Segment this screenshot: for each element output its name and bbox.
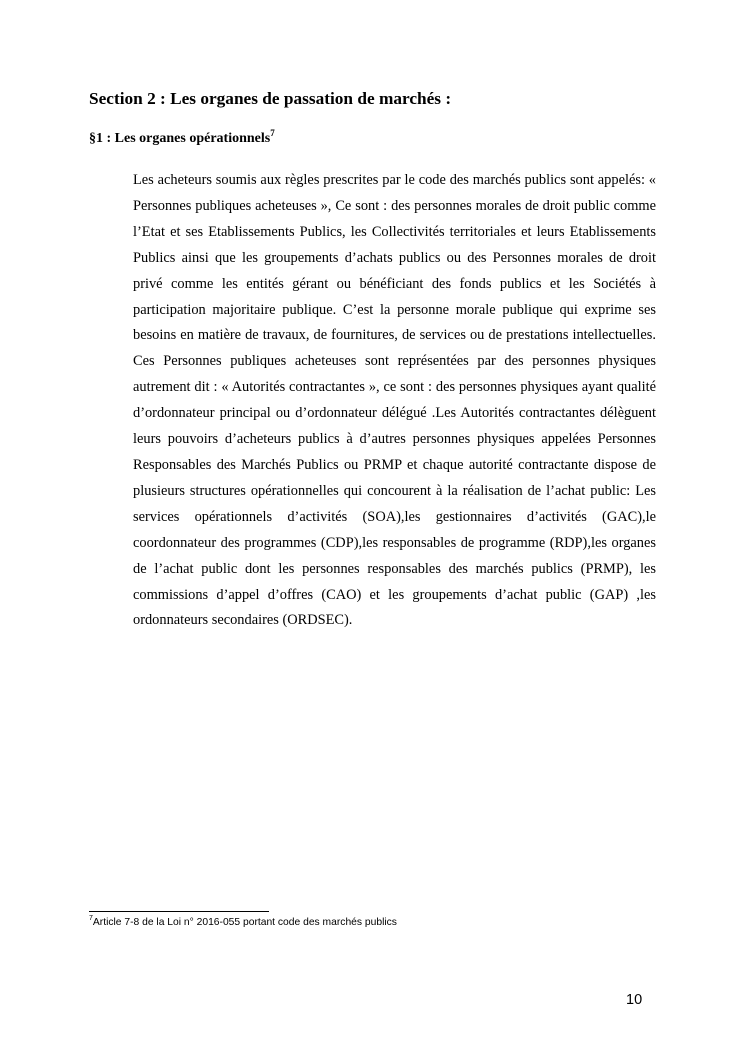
page-number: 10: [626, 992, 643, 1008]
footnote-text: Article 7-8 de la Loi n° 2016-055 portant code des marchés publics: [92, 917, 397, 928]
body-paragraph: Les acheteurs soumis aux règles prescrites par le code des marchés publics sont appelés: « Personnes publiques acheteuses », Ce sont : des personnes morales de droit public comme l’Etat et ses Etablissements Publics, les Collectivités territoriales et leurs Etablissements Publics ainsi que les groupements d’achats publics ou des Personnes morales de droit privé comme les entités gérant ou bénéficiant des fonds publics et les Sociétés à participation majoritaire publique. C’est la personne morale publique qui exprime ses besoins en matière de travaux, de fournitures, de services ou de prestations intellectuelles. Ces Personnes publiques acheteuses sont représentées par des personnes physiques autrement dit : « Autorités contractantes », ce sont : des personnes physiques ayant qualité d’ordonnateur principal ou d’ordonnateur délégué .Les Autorités contractantes délèguent leurs pouvoirs d’acheteurs publics à d’autres personnes physiques appelées Personnes Responsables des Marchés Publics ou PRMP et chaque autorité contractante dispose de plusieurs structures opérationnelles qui concourent à la réalisation de l’achat public: Les services opérationnels d’activités (SOA),les gestionnaires d’activités (GAC),le coordonnateur des programmes (CDP),les responsables de programme (RDP),les organes de l’achat public dont les personnes responsables des marchés publics (PRMP), les commissions d’appel d’offres (CAO) et les groupements d’achat public (GAP) ,les ordonnateurs secondaires (ORDSEC).: [133, 172, 656, 629]
footnote-reference[interactable]: 7: [270, 128, 275, 138]
footnote-number: 7: [89, 915, 93, 922]
subsection-title: §1 : Les organes opérationnels: [89, 131, 271, 146]
footnote: [89, 917, 397, 928]
footnote-separator: [89, 911, 269, 912]
section-title: Section 2 : Les organes de passation de marchés :: [89, 89, 452, 108]
subsection-heading: [89, 128, 275, 147]
